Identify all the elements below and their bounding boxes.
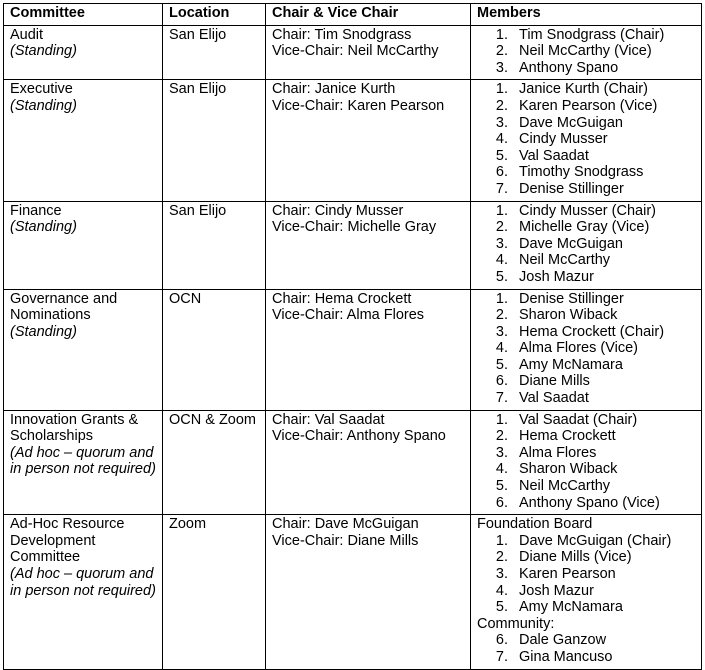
member-list	[471, 533, 699, 616]
member-list-item: 5. Amy McNamara	[512, 357, 699, 374]
member-group-label: Foundation Board	[477, 516, 593, 533]
location-value: San Elijo	[169, 26, 227, 43]
members-cell-content	[471, 291, 701, 407]
member-list-item: 6. Anthony Spano (Vice)	[512, 495, 699, 512]
table-row	[4, 515, 702, 669]
member-list-item: 1. Janice Kurth (Chair)	[512, 81, 699, 98]
member-list	[471, 203, 699, 286]
member-list-item: 2. Karen Pearson (Vice)	[512, 98, 699, 115]
table-row	[4, 25, 702, 80]
cell-location	[163, 515, 266, 669]
cell-location	[163, 289, 266, 410]
column-header-members	[471, 4, 702, 26]
cell-members	[471, 80, 702, 201]
committee-cell-content	[4, 27, 162, 60]
column-header-chair-vice-chair-label: Chair & Vice Chair	[272, 5, 399, 21]
page-root	[0, 3, 705, 665]
committee-cell-content	[4, 516, 162, 599]
member-list-item: 4. Cindy Musser	[512, 131, 699, 148]
member-list-item: 1. Cindy Musser (Chair)	[512, 203, 699, 220]
location-value: OCN	[169, 290, 202, 307]
member-list-item: 2. Michelle Gray (Vice)	[512, 219, 699, 236]
column-header-location	[163, 4, 266, 26]
member-list-item: 5. Amy McNamara	[512, 599, 699, 616]
committee-roster-table	[3, 3, 702, 670]
chair-cell-content	[266, 291, 470, 324]
member-list-item: 3. Anthony Spano	[512, 60, 699, 77]
vice-chair-line: Vice-Chair: Diane Mills	[272, 532, 419, 549]
cell-chair-vice-chair	[266, 410, 471, 515]
location-value: Zoom	[169, 516, 207, 533]
chair-cell-content	[266, 27, 470, 60]
member-list-item: 7. Val Saadat	[512, 390, 699, 407]
committee-cell-content	[4, 291, 162, 341]
location-value: San Elijo	[169, 81, 227, 98]
cell-committee	[4, 80, 163, 201]
cell-chair-vice-chair	[266, 25, 471, 80]
committee-note: (Ad hoc – quorum and in person not required)	[10, 566, 156, 599]
chair-line: Chair: Val Saadat	[272, 411, 385, 428]
location-value: San Elijo	[169, 202, 227, 219]
chair-line: Chair: Hema Crockett	[272, 290, 412, 307]
table-row	[4, 80, 702, 201]
committee-note: (Ad hoc – quorum and in person not required)	[10, 444, 156, 478]
cell-location	[163, 410, 266, 515]
committee-cell-content	[4, 203, 162, 236]
member-list-item: 6. Dale Ganzow	[512, 632, 699, 649]
chair-cell-content	[266, 412, 470, 445]
member-list-item: 5. Josh Mazur	[512, 269, 699, 286]
member-list-item: 2. Neil McCarthy (Vice)	[512, 43, 699, 60]
cell-committee	[4, 289, 163, 410]
table-header-row	[4, 4, 702, 26]
cell-location	[163, 201, 266, 289]
table-body	[4, 25, 702, 669]
committee-cell-content	[4, 81, 162, 114]
vice-chair-line: Vice-Chair: Anthony Spano	[272, 428, 446, 445]
committee-name: Innovation Grants & Scholarships	[10, 411, 139, 445]
members-cell-content	[471, 203, 701, 286]
vice-chair-line: Vice-Chair: Karen Pearson	[272, 97, 445, 114]
cell-chair-vice-chair	[266, 289, 471, 410]
member-list-item: 7. Gina Mancuso	[512, 649, 699, 666]
member-list-item: 2. Diane Mills (Vice)	[512, 549, 699, 566]
table-row	[4, 289, 702, 410]
cell-committee	[4, 201, 163, 289]
member-list-item: 4. Neil McCarthy	[512, 252, 699, 269]
member-list-item: 1. Val Saadat (Chair)	[512, 412, 699, 429]
member-list-item: 2. Sharon Wiback	[512, 307, 699, 324]
member-list-item: 3. Karen Pearson	[512, 566, 699, 583]
chair-line: Chair: Tim Snodgrass	[272, 26, 412, 43]
cell-members	[471, 515, 702, 669]
chair-cell-content	[266, 516, 470, 549]
member-list-item: 6. Diane Mills	[512, 373, 699, 390]
member-list-item: 2. Hema Crockett	[512, 428, 699, 445]
column-header-members-label: Members	[477, 5, 541, 21]
column-header-committee-label: Committee	[10, 5, 85, 21]
member-group-label: Community:	[477, 615, 555, 632]
member-list	[471, 412, 699, 512]
member-list-item: 4. Sharon Wiback	[512, 461, 699, 478]
member-list	[471, 27, 699, 77]
cell-chair-vice-chair	[266, 515, 471, 669]
committee-name: Executive	[10, 81, 73, 98]
committee-name: Governance and Nominations	[10, 290, 118, 324]
table-row	[4, 201, 702, 289]
member-list-item: 3. Alma Flores	[512, 445, 699, 462]
vice-chair-line: Vice-Chair: Michelle Gray	[272, 219, 437, 236]
committee-note: (Standing)	[10, 97, 77, 114]
member-list-item: 5. Neil McCarthy	[512, 478, 699, 495]
cell-members	[471, 289, 702, 410]
vice-chair-line: Vice-Chair: Alma Flores	[272, 307, 425, 324]
members-cell-content	[471, 81, 701, 197]
members-cell-content	[471, 27, 701, 77]
vice-chair-line: Vice-Chair: Neil McCarthy	[272, 43, 439, 60]
chair-line: Chair: Janice Kurth	[272, 81, 396, 98]
chair-cell-content	[266, 81, 470, 114]
cell-committee	[4, 410, 163, 515]
member-list-item: 5. Val Saadat	[512, 148, 699, 165]
member-list-item: 4. Alma Flores (Vice)	[512, 340, 699, 357]
member-list-item: 3. Dave McGuigan	[512, 236, 699, 253]
committee-cell-content	[4, 412, 162, 478]
members-cell-content	[471, 412, 701, 512]
committee-name: Audit	[10, 26, 44, 43]
member-list-item: 6. Timothy Snodgrass	[512, 164, 699, 181]
member-list-item: 1. Denise Stillinger	[512, 291, 699, 308]
column-header-committee	[4, 4, 163, 26]
member-list-item: 1. Dave McGuigan (Chair)	[512, 533, 699, 550]
committee-note: (Standing)	[10, 43, 77, 60]
members-cell-content	[471, 516, 701, 665]
cell-committee	[4, 25, 163, 80]
member-list-item: 3. Hema Crockett (Chair)	[512, 324, 699, 341]
cell-location	[163, 25, 266, 80]
cell-chair-vice-chair	[266, 80, 471, 201]
member-list-item: 7. Denise Stillinger	[512, 181, 699, 198]
cell-members	[471, 25, 702, 80]
cell-committee	[4, 515, 163, 669]
column-header-location-label: Location	[169, 5, 230, 21]
chair-line: Chair: Dave McGuigan	[272, 516, 419, 533]
committee-note: (Standing)	[10, 323, 77, 340]
cell-members	[471, 410, 702, 515]
member-list	[471, 632, 699, 665]
table-header	[4, 4, 702, 26]
member-list-item: 3. Dave McGuigan	[512, 115, 699, 132]
table-row	[4, 410, 702, 515]
location-value: OCN & Zoom	[169, 411, 257, 428]
column-header-chair-vice-chair	[266, 4, 471, 26]
cell-chair-vice-chair	[266, 201, 471, 289]
member-list-item: 1. Tim Snodgrass (Chair)	[512, 27, 699, 44]
member-list	[471, 81, 699, 197]
cell-location	[163, 80, 266, 201]
committee-name: Ad-Hoc Resource Development Committee	[10, 516, 125, 566]
committee-name: Finance	[10, 202, 62, 219]
member-list	[471, 291, 699, 407]
chair-line: Chair: Cindy Musser	[272, 202, 404, 219]
chair-cell-content	[266, 203, 470, 236]
cell-members	[471, 201, 702, 289]
committee-note: (Standing)	[10, 219, 77, 236]
member-list-item: 4. Josh Mazur	[512, 583, 699, 600]
